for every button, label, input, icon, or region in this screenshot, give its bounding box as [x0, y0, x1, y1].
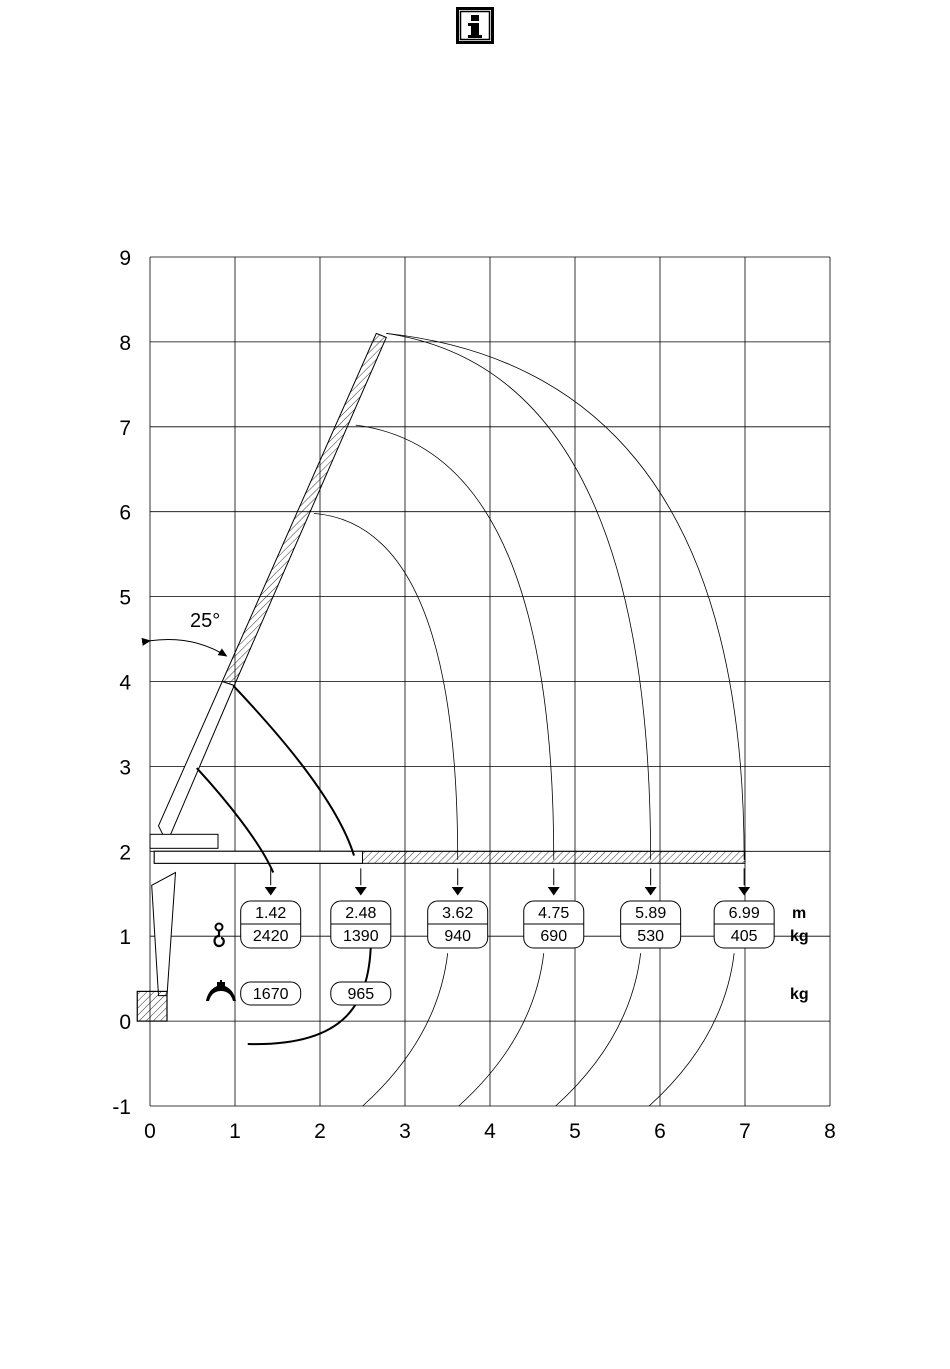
reach-arc-continuation — [459, 953, 544, 1106]
reach-arc-continuation — [649, 953, 734, 1106]
y-tick-label: 6 — [119, 501, 131, 525]
reach-value: 1.42 — [255, 905, 287, 922]
hook-load-value: 530 — [637, 928, 665, 945]
hook-icon — [215, 924, 224, 947]
hook-load-value: 2420 — [252, 928, 289, 945]
y-tick-label: 2 — [119, 841, 131, 865]
x-axis — [144, 1120, 836, 1143]
boom-angle-label: 25° — [190, 610, 221, 632]
x-tick-label: 4 — [484, 1120, 496, 1143]
reach-value: 3.62 — [442, 905, 474, 922]
reach-point — [428, 868, 488, 948]
hook-load-value: 405 — [730, 928, 758, 945]
x-tick-label: 0 — [144, 1120, 156, 1143]
hook-load-value: 1390 — [343, 928, 379, 945]
reach-point — [621, 868, 681, 948]
reach-marker — [738, 887, 750, 895]
y-tick-label: 9 — [119, 247, 131, 270]
grab-load-value: 1670 — [252, 986, 289, 1003]
hook-load-value: 690 — [540, 928, 568, 945]
reach-value: 5.89 — [635, 905, 667, 922]
unit-kg-grab-label: kg — [790, 986, 809, 1003]
y-axis — [112, 247, 131, 1119]
hose — [233, 686, 354, 856]
y-tick-label: 0 — [119, 1011, 131, 1035]
reach-marker — [355, 887, 367, 895]
grab-bucket-icon — [206, 980, 236, 1001]
x-tick-label: 5 — [569, 1120, 581, 1143]
x-tick-label: 1 — [229, 1120, 241, 1143]
y-tick-label: 5 — [119, 586, 131, 610]
load-icons — [206, 924, 236, 1002]
x-tick-label: 7 — [739, 1120, 751, 1143]
reach-marker — [452, 887, 464, 895]
boom-base-section — [154, 851, 362, 863]
y-tick-label: 8 — [119, 331, 131, 355]
reach-marker — [645, 887, 657, 895]
reach-marker — [548, 887, 560, 895]
load-table — [241, 868, 774, 1005]
y-tick-label: 7 — [119, 416, 131, 440]
crane-base — [137, 991, 167, 1021]
reach-value: 6.99 — [728, 905, 760, 922]
y-tick-label: 4 — [119, 671, 131, 695]
reach-arc — [314, 513, 458, 859]
y-tick-label: 1 — [119, 926, 131, 950]
reach-point — [714, 868, 774, 948]
crane-column — [152, 873, 176, 996]
reach-point — [331, 868, 391, 1005]
chart-grid — [150, 257, 830, 1106]
grab-load-value: 965 — [347, 986, 375, 1003]
reach-value: 4.75 — [538, 905, 570, 922]
x-tick-label: 8 — [824, 1120, 836, 1143]
angle-arc — [150, 639, 227, 656]
x-tick-label: 2 — [314, 1120, 326, 1143]
x-tick-label: 6 — [654, 1120, 666, 1143]
reach-point — [241, 868, 301, 1005]
reach-value: 2.48 — [345, 905, 377, 922]
reach-arc-continuation — [556, 953, 641, 1106]
boom-housing — [150, 834, 218, 848]
unit-m-label: m — [792, 905, 807, 922]
hook-load-value: 940 — [444, 928, 472, 945]
reach-marker — [265, 887, 277, 895]
raised-boom — [222, 333, 386, 685]
reach-arc — [356, 425, 554, 860]
y-tick-label: -1 — [112, 1096, 131, 1119]
raised-boom-base — [159, 682, 235, 843]
unit-kg-hook-label: kg — [790, 928, 809, 945]
y-tick-label: 3 — [119, 756, 131, 780]
x-tick-label: 3 — [399, 1120, 411, 1143]
